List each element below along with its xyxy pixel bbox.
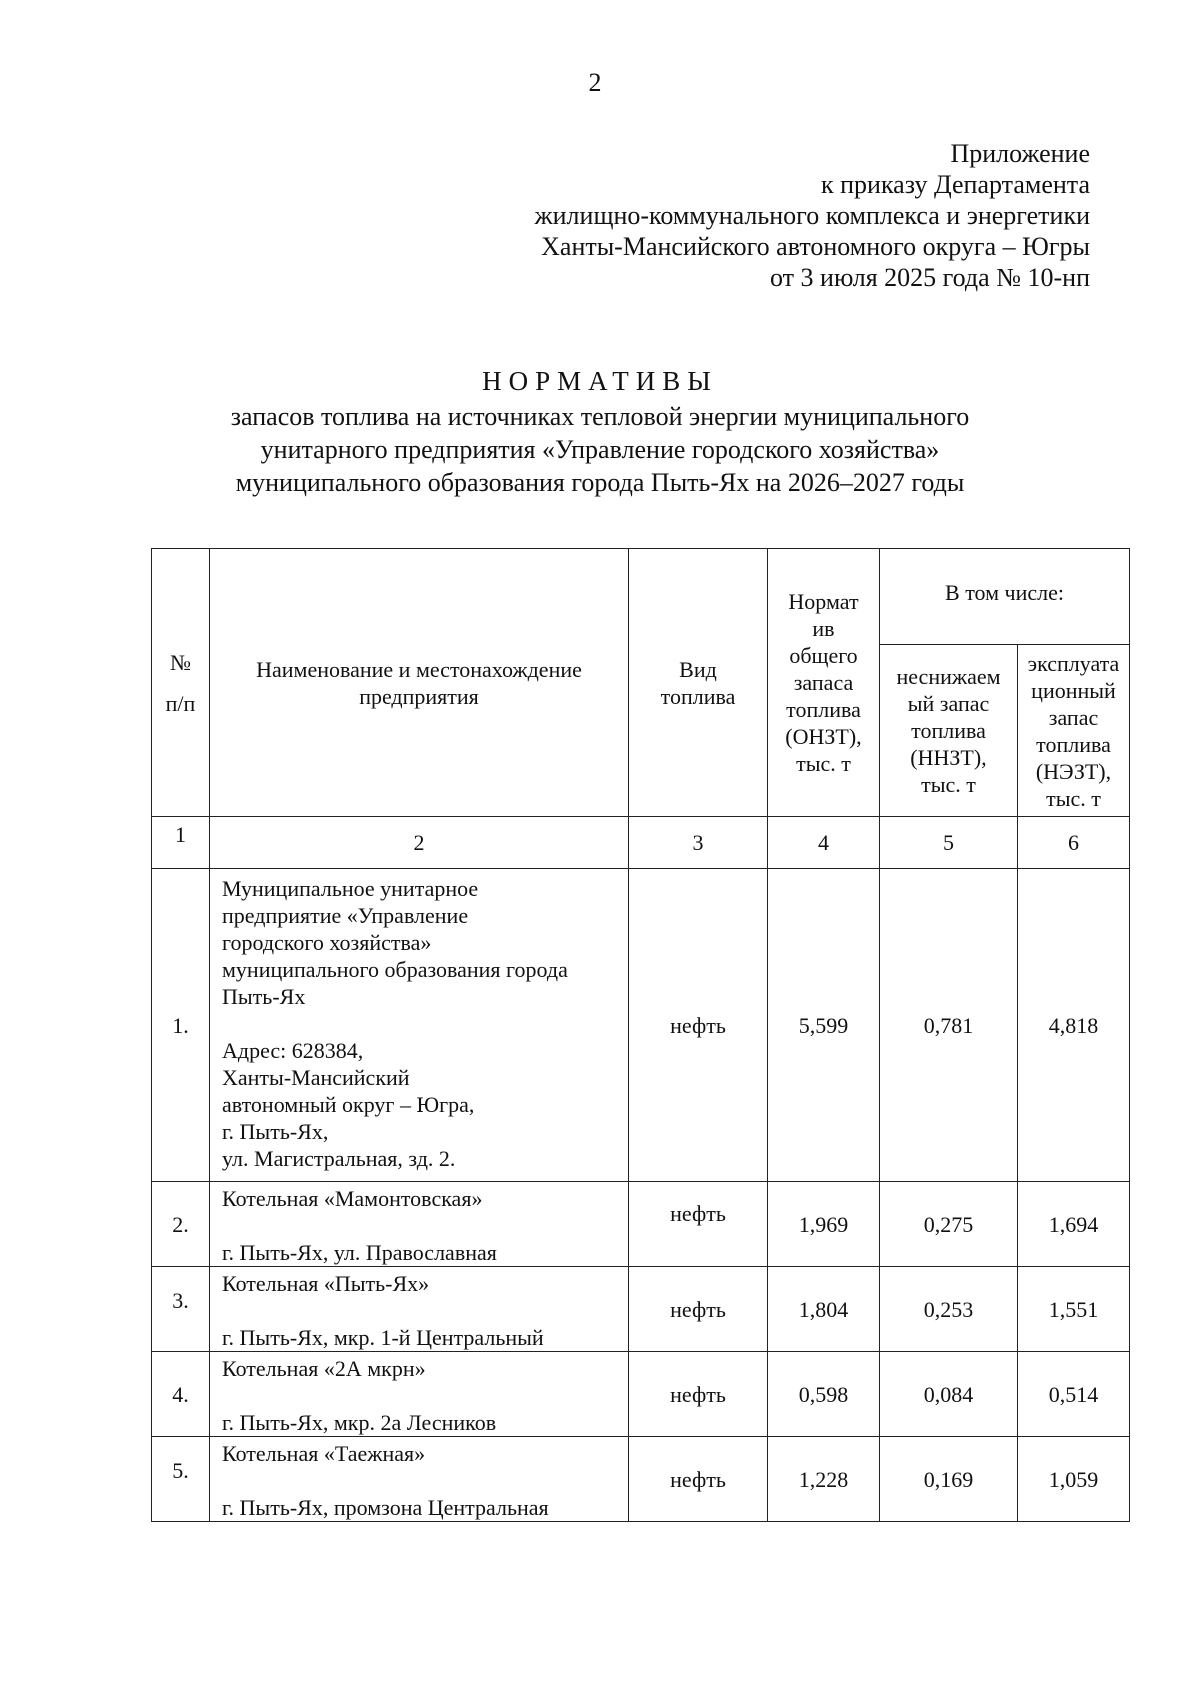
boiler-name: Котельная «Таежная» г. Пыть-Ях, промзона Центральная — [210, 1437, 629, 1522]
header-num: № п/п — [152, 549, 210, 817]
boiler-name: Котельная «2А мкрн» г. Пыть-Ях, мкр. 2а Лесников — [210, 1352, 629, 1437]
column-number: 1 — [152, 817, 210, 869]
boiler-location: г. Пыть-Ях, мкр. 1-й Центральный — [222, 1325, 544, 1350]
row-number: 5. — [152, 1437, 210, 1522]
column-number: 4 — [768, 817, 880, 869]
fuel-type: нефть — [629, 1182, 768, 1267]
nezt-value: 1,551 — [1018, 1267, 1130, 1352]
enterprise-name: Муниципальное унитарное предприятие «Управление городского хозяйства» муниципального образования города Пыть-Ях Адрес: 628384, Ханты-Мансийский автономный округ – Югра, г. Пыть-Ях, ул. Магистральная, зд. 2. — [210, 869, 629, 1182]
total-value: 1,969 — [768, 1182, 880, 1267]
column-number-row — [152, 817, 1130, 869]
appendix-line: от 3 июля 2025 года № 10-нп — [770, 263, 1090, 292]
header-nnzt: неснижаем ый запас топлива (ННЗТ), тыс. т — [880, 645, 1018, 817]
page-number: 2 — [588, 68, 602, 97]
total-value: 0,598 — [768, 1352, 880, 1437]
boiler-location: г. Пыть-Ях, ул. Православная — [222, 1240, 497, 1265]
nezt-value: 4,818 — [1018, 869, 1130, 1182]
row-number: 1. — [152, 869, 210, 1182]
norms-table — [151, 548, 1130, 1522]
row-number: 2. — [152, 1182, 210, 1267]
subtitle-line: унитарного предприятия «Управление городского хозяйства» — [260, 435, 940, 464]
nnzt-value: 0,275 — [880, 1182, 1018, 1267]
header-total: Нормат ив общего запаса топлива (ОНЗТ), тыс. т — [768, 549, 880, 817]
table-row — [152, 869, 1130, 1182]
document-subtitle — [150, 400, 1050, 499]
enterprise-address: Адрес: 628384, Ханты-Мансийский автономный округ – Югра, г. Пыть-Ях, ул. Магистральная, зд. 2. — [222, 1038, 475, 1171]
column-number: 3 — [629, 817, 768, 869]
table-row — [152, 1352, 1130, 1437]
nnzt-value: 0,084 — [880, 1352, 1018, 1437]
total-value: 1,228 — [768, 1437, 880, 1522]
boiler-name: Котельная «Пыть-Ях» г. Пыть-Ях, мкр. 1-й Центральный — [210, 1267, 629, 1352]
row-number: 4. — [152, 1352, 210, 1437]
table-row — [152, 1267, 1130, 1352]
nezt-value: 1,694 — [1018, 1182, 1130, 1267]
header-nezt: эксплуата ционный запас топлива (НЭЗТ), тыс. т — [1018, 645, 1130, 817]
table-row — [152, 1437, 1130, 1522]
column-number: 5 — [880, 817, 1018, 869]
header-row — [152, 549, 1130, 645]
fuel-type: нефть — [629, 1267, 768, 1352]
appendix-line: Приложение — [950, 139, 1090, 168]
nnzt-value: 0,253 — [880, 1267, 1018, 1352]
appendix-line: к приказу Департамента — [820, 170, 1090, 199]
fuel-type: нефть — [629, 1352, 768, 1437]
nnzt-value: 0,169 — [880, 1437, 1018, 1522]
header-fuel: Вид топлива — [629, 549, 768, 817]
nezt-value: 1,059 — [1018, 1437, 1130, 1522]
nnzt-value: 0,781 — [880, 869, 1018, 1182]
table-row — [152, 1182, 1130, 1267]
fuel-type: нефть — [629, 1437, 768, 1522]
appendix-line: жилищно-коммунального комплекса и энергетики — [534, 201, 1090, 230]
boiler-name: Котельная «Мамонтовская» г. Пыть-Ях, ул. Православная — [210, 1182, 629, 1267]
appendix-block — [535, 138, 1090, 293]
subtitle-line: запасов топлива на источниках тепловой энергии муниципального — [230, 402, 970, 431]
row-number: 3. — [152, 1267, 210, 1352]
boiler-location: г. Пыть-Ях, мкр. 2а Лесников — [222, 1410, 497, 1435]
header-including: В том числе: — [880, 549, 1130, 645]
nezt-value: 0,514 — [1018, 1352, 1130, 1437]
total-value: 5,599 — [768, 869, 880, 1182]
column-number: 2 — [210, 817, 629, 869]
subtitle-line: муниципального образования города Пыть-Ях на 2026–2027 годы — [235, 468, 965, 497]
header-name: Наименование и местонахождение предприятия — [210, 549, 629, 817]
total-value: 1,804 — [768, 1267, 880, 1352]
document-title: НОРМАТИВЫ — [482, 366, 718, 396]
appendix-line: Ханты-Мансийского автономного округа – Югры — [541, 232, 1090, 261]
boiler-location: г. Пыть-Ях, промзона Центральная — [222, 1495, 549, 1520]
column-number: 6 — [1018, 817, 1130, 869]
fuel-type: нефть — [629, 869, 768, 1182]
